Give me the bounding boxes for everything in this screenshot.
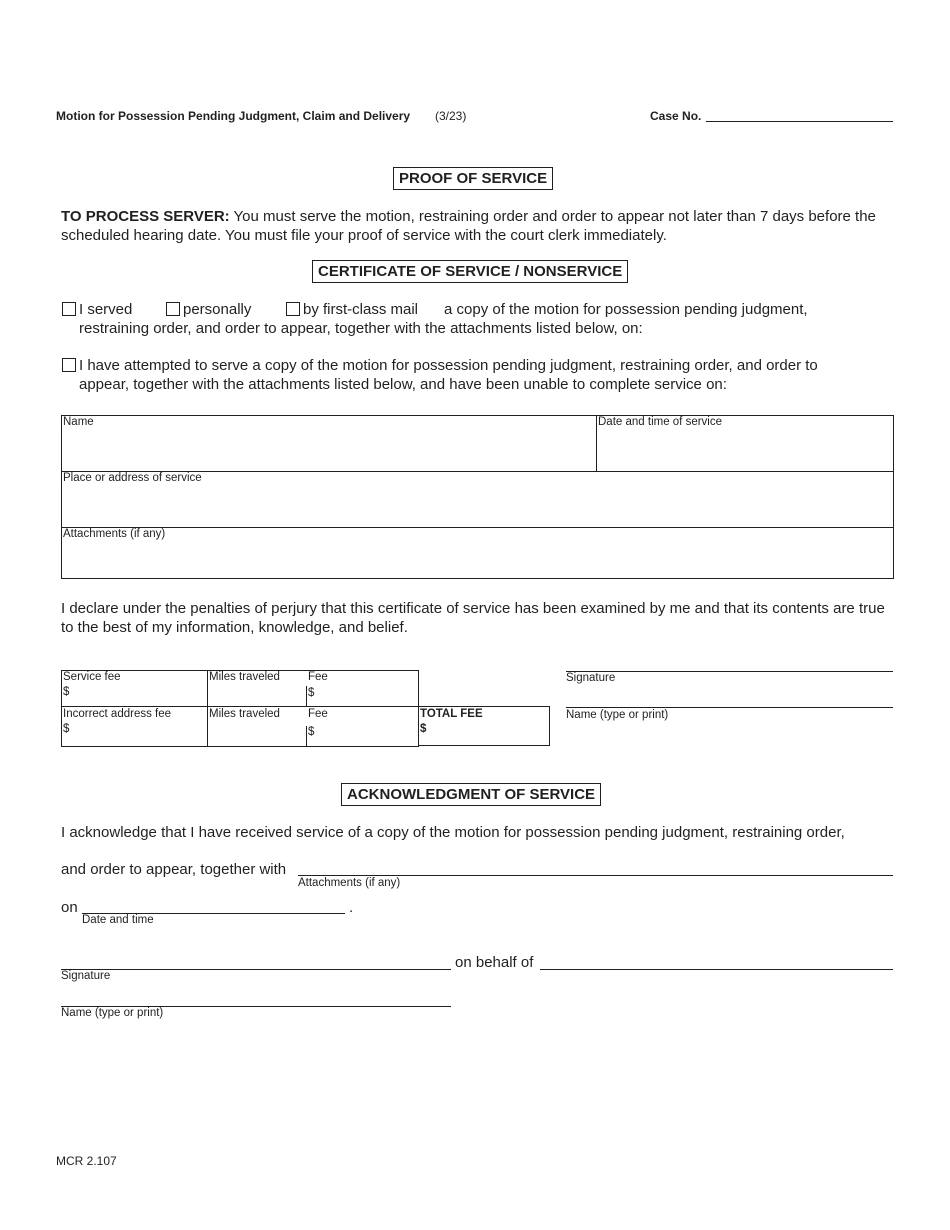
ack-on-label: on xyxy=(61,899,78,916)
server-name-label: Name (type or print) xyxy=(566,709,669,721)
acknowledgment-heading: ACKNOWLEDGMENT OF SERVICE xyxy=(341,783,601,806)
certificate-heading: CERTIFICATE OF SERVICE / NONSERVICE xyxy=(312,260,628,283)
service-fee-dollar: $ xyxy=(63,686,70,698)
form-title: Motion for Possession Pending Judgment, Claim and Delivery xyxy=(56,109,411,123)
total-fee-dollar: $ xyxy=(420,723,427,735)
attempted-text-line2: appear, together with the attachments listed below, and have been unable to complete service on: xyxy=(79,376,727,393)
table-divider xyxy=(61,527,893,528)
attempted-text-line1: I have attempted to serve a copy of the motion for possession pending judgment, restraining order, and order to xyxy=(79,357,818,374)
first-class-mail-label: by first-class mail xyxy=(303,301,419,318)
incorrect-address-fee-dollar: $ xyxy=(63,723,70,735)
place-field-label: Place or address of service xyxy=(63,472,202,484)
service-details-table xyxy=(61,415,894,579)
served-checkbox[interactable] xyxy=(62,302,76,316)
table-divider xyxy=(596,415,597,471)
acknowledgment-text-line1: I acknowledge that I have received service of a copy of the motion for possession pending judgment, restraining order, xyxy=(61,824,845,841)
ack-date-label: Date and time xyxy=(82,914,154,926)
ack-signature-line[interactable] xyxy=(61,969,451,970)
first-class-mail-checkbox[interactable] xyxy=(286,302,300,316)
table-divider xyxy=(306,686,307,706)
served-text-line1: a copy of the motion for possession pending judgment, xyxy=(444,301,808,318)
miles-traveled-label: Miles traveled xyxy=(209,671,280,683)
instructions-text: You must serve the motion, restraining order and order to appear not later than 7 days before the scheduled hearing date. You must file your proof of service with the court clerk immediately. xyxy=(61,208,876,244)
fee-dollar: $ xyxy=(308,687,315,699)
served-text-line2: restraining order, and order to appear, together with the attachments listed below, on: xyxy=(79,320,643,337)
ack-attachments-label: Attachments (if any) xyxy=(298,877,401,889)
ack-name-label: Name (type or print) xyxy=(61,1007,164,1019)
total-fee-label: TOTAL FEE xyxy=(420,708,483,720)
proof-of-service-heading: PROOF OF SERVICE xyxy=(393,167,553,190)
fee-dollar-2: $ xyxy=(308,726,315,738)
attempted-checkbox[interactable] xyxy=(62,358,76,372)
fee-label: Fee xyxy=(308,671,328,683)
form-revision: (3/23) xyxy=(435,109,467,123)
service-fee-label: Service fee xyxy=(63,671,121,683)
table-divider xyxy=(418,706,419,746)
name-field-label: Name xyxy=(63,416,94,428)
server-signature-label: Signature xyxy=(566,672,616,684)
process-server-instructions xyxy=(61,207,896,245)
acknowledgment-text-line2: and order to appear, together with xyxy=(61,861,287,878)
served-label: I served xyxy=(79,301,133,318)
personally-label: personally xyxy=(183,301,252,318)
ack-period: . xyxy=(349,899,354,916)
datetime-field-label: Date and time of service xyxy=(598,416,723,428)
on-behalf-of-line[interactable] xyxy=(540,969,893,970)
table-divider xyxy=(207,670,208,746)
on-behalf-of-label: on behalf of xyxy=(455,954,534,971)
case-no-label: Case No. xyxy=(650,109,702,123)
ack-signature-label: Signature xyxy=(61,970,111,982)
table-divider xyxy=(418,745,550,746)
incorrect-address-fee-label: Incorrect address fee xyxy=(63,708,172,720)
instructions-lead: TO PROCESS SERVER: xyxy=(61,208,230,225)
perjury-declaration: I declare under the penalties of perjury that this certificate of service has been examined by me and that its contents are true to the best of my information, knowledge, and belief. xyxy=(61,600,885,636)
case-no-field[interactable] xyxy=(706,121,893,122)
table-divider xyxy=(306,726,307,746)
table-divider xyxy=(549,706,550,746)
miles-traveled-label-2: Miles traveled xyxy=(209,708,280,720)
personally-checkbox[interactable] xyxy=(166,302,180,316)
fee-label-2: Fee xyxy=(308,708,328,720)
form-code: MCR 2.107 xyxy=(56,1154,117,1168)
attachments-field-label: Attachments (if any) xyxy=(63,528,166,540)
